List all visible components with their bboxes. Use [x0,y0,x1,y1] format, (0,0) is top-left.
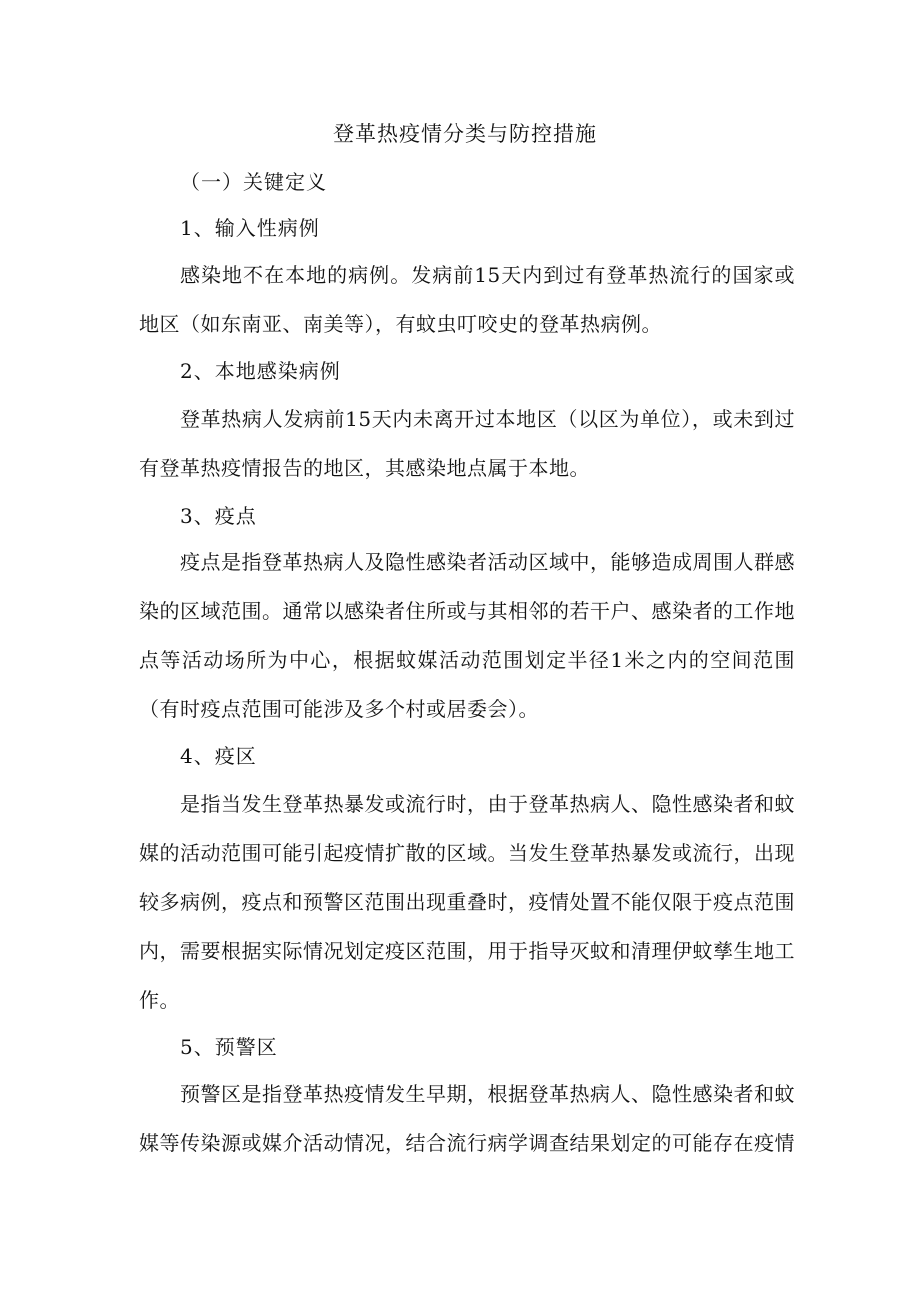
item-text-4: 是指当发生登革热暴发或流行时，由于登革热病人、隐性感染者和蚊媒的活动范围可能引起疫情扩散的区域。当发生登革热暴发或流行，出现较多病例，疫点和预警区范围出现重叠时，疫情处置不能仅限于疫点范围内，需要根据实际情况划定疫区范围，用于指导灭蚊和清理伊蚊孳生地工作。 [139,792,795,1012]
item-heading-4: 4、疫区 [180,744,257,768]
item-text-3: 疫点是指登革热病人及隐性感染者活动区域中，能够造成周围人群感染的区域范围。通常以感染者住所或与其相邻的若干户、感染者的工作地点等活动场所为中心，根据蚊媒活动范围划定半径1米之内的空间范围（有时疫点范围可能涉及多个村或居委会）。 [139,550,795,721]
section-heading: （一）关键定义 [180,170,327,194]
item-text-2: 登革热病人发病前15天内未离开过本地区（以区为单位），或未到过有登革热疫情报告的地区，其感染地点属于本地。 [139,407,795,480]
item-text-5: 预警区是指登革热疫情发生早期，根据登革热病人、隐性感染者和蚊媒等传染源或媒介活动情况，结合流行病学调查结果划定的可能存在疫情 [139,1082,795,1155]
item-heading-2: 2、本地感染病例 [180,359,341,383]
item-heading-5: 5、预警区 [180,1035,278,1059]
item-heading-3: 3、疫点 [180,504,257,528]
document-title: 登革热疫情分类与防控措施 [333,122,597,146]
item-text-1: 感染地不在本地的病例。发病前15天内到过有登革热流行的国家或地区（如东南亚、南美等），有蚊虫叮咬史的登革热病例。 [139,263,795,336]
item-heading-1: 1、输入性病例 [180,216,320,240]
